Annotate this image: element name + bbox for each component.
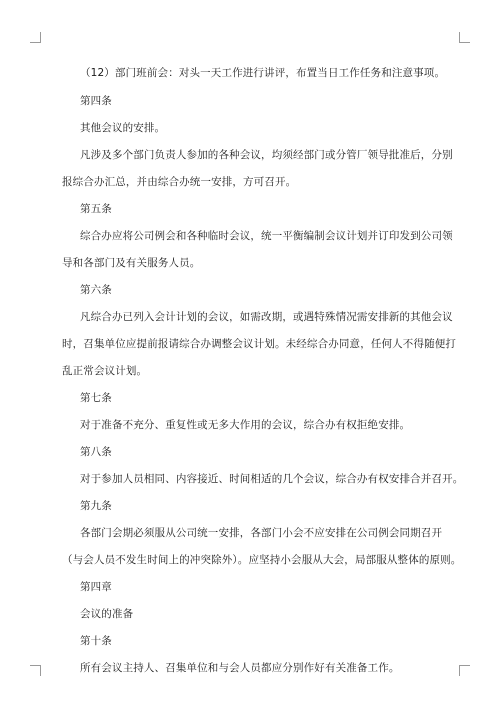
- paragraph-line: 报综合办汇总，并由综合办统一安排，方可召开。: [62, 176, 297, 188]
- paragraph-line: 凡综合办已列入会计计划的会议，如需改期，或遇特殊情况需安排新的其他会议: [80, 311, 453, 323]
- crop-mark-bottom-left: [30, 665, 41, 676]
- crop-mark-top-left: [30, 32, 41, 43]
- chapter-title: 会议的准备: [80, 608, 134, 620]
- paragraph-line: 时，召集单位应提前报请综合办调整会议计划。未经综合办同意，任何人不得随便打: [62, 338, 457, 350]
- article-heading: 第五条: [80, 203, 112, 215]
- paragraph-line: （与会人员不发生时间上的冲突除外）。应坚持小会服从大会，局部服从整体的原则。: [62, 554, 462, 566]
- article-heading: 第四条: [80, 95, 112, 107]
- crop-mark-top-right: [459, 32, 470, 43]
- paragraph-line: 乱正常会议计划。: [62, 365, 148, 377]
- crop-mark-bottom-right: [459, 665, 470, 676]
- paragraph-line: 其他会议的安排。: [80, 122, 166, 134]
- paragraph-line: 所有会议主持人、召集单位和与会人员都应分别作好有关准备工作。: [80, 662, 400, 674]
- paragraph-line: 对于准备不充分、重复性或无多大作用的会议，综合办有权拒绝安排。: [80, 419, 411, 431]
- article-heading: 第十条: [80, 635, 112, 647]
- article-heading: 第九条: [80, 500, 112, 512]
- paragraph-line: 对于参加人员相同、内容接近、时间相适的几个会议，综合办有权安排合并召开。: [80, 473, 464, 485]
- article-heading: 第六条: [80, 284, 112, 296]
- article-heading: 第八条: [80, 446, 112, 458]
- paragraph-line: （12）部门班前会：对头一天工作进行讲评，布置当日工作任务和注意事项。: [80, 67, 446, 79]
- article-heading: 第七条: [80, 392, 112, 404]
- paragraph-line: 综合办应将公司例会和各种临时会议，统一平衡编制会议计划并订印发到公司领: [80, 230, 453, 242]
- paragraph-line: 导和各部门及有关服务人员。: [62, 257, 201, 269]
- paragraph-line: 凡涉及多个部门负责人参加的各种会议，均须经部门或分管厂领导批准后，分别: [80, 149, 453, 161]
- chapter-heading: 第四章: [80, 581, 112, 593]
- paragraph-line: 各部门会期必须服从公司统一安排，各部门小会不应安排在公司例会同期召开: [80, 527, 443, 539]
